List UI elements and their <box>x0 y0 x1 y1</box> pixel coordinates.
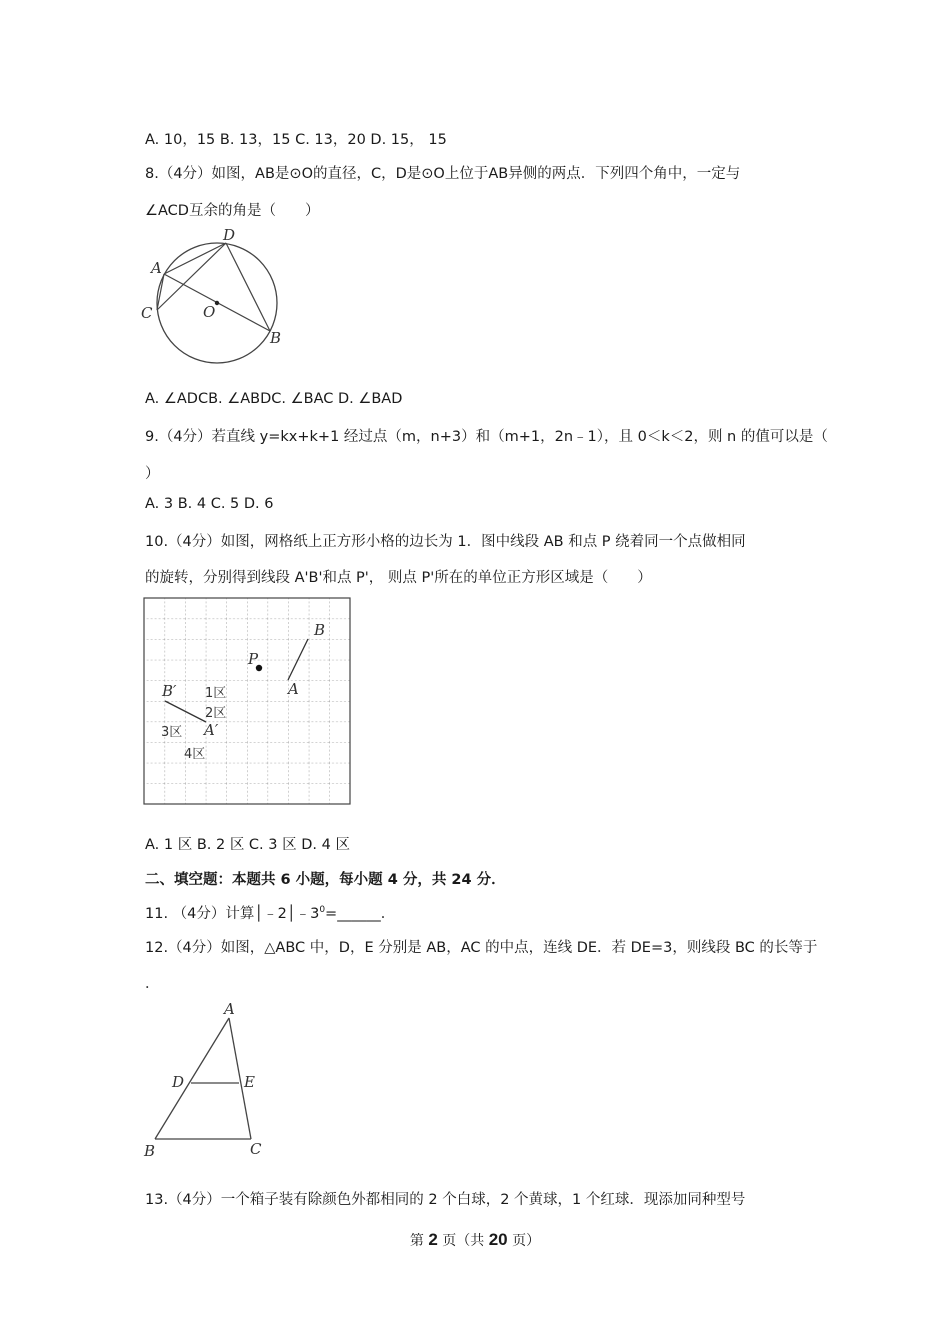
segment-db <box>226 243 270 331</box>
label-d: D <box>172 1073 185 1091</box>
side-ab <box>155 1018 229 1139</box>
label-o: O <box>203 303 216 321</box>
q12-text-line1: 12.（4分）如图，△ABC 中，D，E 分别是 AB，AC 的中点，连线 DE．若 DE=3，则线段 BC 的长等于 <box>145 940 818 956</box>
footer-total-pages: 20 <box>488 1230 508 1249</box>
q9-text-line2: ） <box>145 466 160 482</box>
label-b-prime: B′ <box>162 682 177 700</box>
label-p: P <box>248 650 259 668</box>
q7-options: A. 10，15 B. 13，15 C. 13，20 D. 15， 15 <box>145 132 447 148</box>
center-point <box>215 301 219 305</box>
label-e: E <box>244 1073 255 1091</box>
q13-text-line1: 13.（4分）一个箱子装有除颜色外都相同的 2 个白球，2 个黄球，1 个红球．现添加同种型号 <box>145 1192 746 1208</box>
region-3: 3区 <box>161 725 183 740</box>
section2-heading: 二、填空题：本题共 6 小题，每小题 4 分，共 24 分． <box>145 872 506 888</box>
label-c: C <box>250 1140 262 1158</box>
region-2: 2区 <box>205 706 227 721</box>
q8-text-line2: ∠ACD互余的角是（ ） <box>145 203 320 219</box>
page-footer <box>0 1230 950 1250</box>
label-b: B <box>270 329 282 347</box>
footer-middle: 页（共 <box>437 1233 489 1249</box>
segment-cd <box>157 243 226 310</box>
footer-prefix: 第 <box>409 1233 429 1249</box>
q10-text-line1: 10.（4分）如图，网格纸上正方形小格的边长为 1．图中线段 AB 和点 P 绕着同一个点做相同 <box>145 534 746 550</box>
footer-suffix: 页） <box>507 1233 541 1249</box>
label-a-prime: A′ <box>204 721 219 739</box>
q10-text-line2: 的旋转，分别得到线段 A'B'和点 P'， 则点 P'所在的单位正方形区域是（ ） <box>145 570 652 586</box>
label-d: D <box>223 226 236 244</box>
label-a: A <box>224 1000 235 1018</box>
label-b: B <box>314 621 326 639</box>
label-a: A <box>151 259 162 277</box>
q11-suffix: =______． <box>325 906 396 922</box>
q8-circle-figure <box>135 225 295 355</box>
q8-options: A. ∠ADCB. ∠ABDC. ∠BAC D. ∠BAD <box>145 391 403 407</box>
q9-text-line1: 9.（4分）若直线 y=kx+k+1 经过点（m，n+3）和（m+1，2n﹣1），且 0＜k＜2，则 n 的值可以是（ <box>145 429 828 445</box>
region-1: 1区 <box>205 686 227 701</box>
q10-grid-figure <box>144 598 352 806</box>
q9-options: A. 3 B. 4 C. 5 D. 6 <box>145 496 274 512</box>
label-c: C <box>141 304 153 322</box>
label-a: A <box>288 680 299 698</box>
q12-text-line2: ． <box>145 976 160 992</box>
q8-text-line1: 8.（4分）如图，AB是⊙O的直径，C，D是⊙O上位于AB异侧的两点．下列四个角中，一定与 <box>145 166 741 182</box>
footer-page-number: 2 <box>428 1230 438 1249</box>
q11-text <box>145 902 395 923</box>
q12-triangle-figure <box>140 998 280 1163</box>
q10-options: A. 1 区 B. 2 区 C. 3 区 D. 4 区 <box>145 837 350 853</box>
region-4: 4区 <box>184 747 206 762</box>
q11-prefix: 11. （4分）计算│﹣2│﹣3 <box>145 906 320 922</box>
label-b: B <box>144 1142 156 1160</box>
q11-exponent: 0 <box>319 905 326 916</box>
